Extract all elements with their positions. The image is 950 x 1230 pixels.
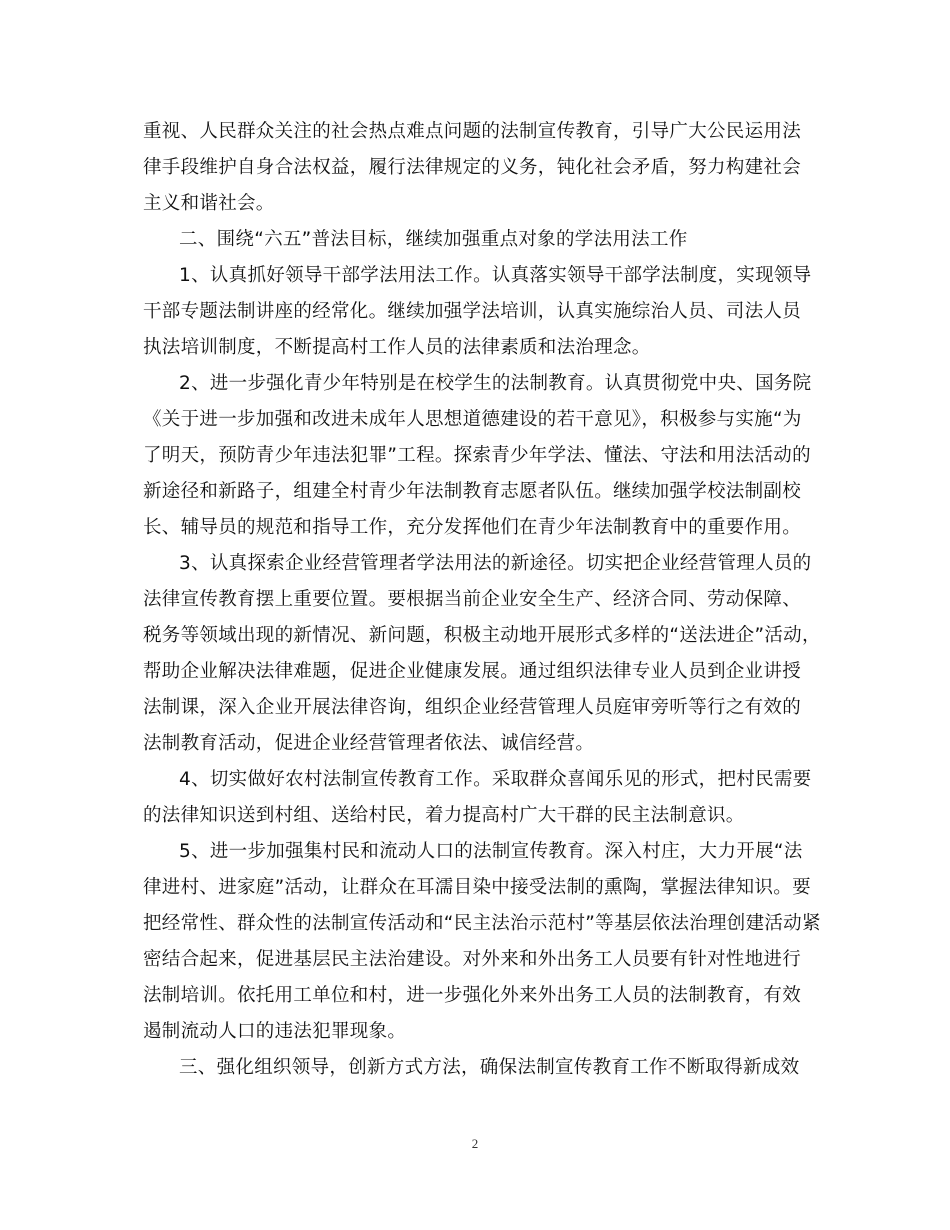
body-text-line: 遏制流动人口的违法犯罪现象。	[143, 1021, 407, 1042]
body-text-line: 把经常性、群众性的法制宣传活动和“民主法治示范村”等基层依法治理创建活动紧	[143, 913, 821, 934]
body-text-line: 律进村、进家庭”活动，让群众在耳濡目染中接受法制的熏陶，掌握法律知识。要	[143, 877, 811, 898]
body-text-line: 3、认真探索企业经营管理者学法用法的新途径。切实把企业经营管理人员的	[179, 553, 812, 574]
body-text-line: 1、认真抓好领导干部学法用法工作。认真落实领导干部学法制度，实现领导	[179, 265, 812, 286]
body-text-line: 2、进一步强化青少年特别是在校学生的法制教育。认真贯彻党中央、国务院	[179, 373, 812, 394]
body-text-line: 帮助企业解决法律难题，促进企业健康发展。通过组织法律专业人员到企业讲授	[143, 661, 802, 682]
body-text-line: 法制教育活动，促进企业经营管理者依法、诚信经营。	[143, 733, 595, 754]
body-text-line: 主义和谐社会。	[143, 193, 275, 214]
body-text-line: 长、辅导员的规范和指导工作，充分发挥他们在青少年法制教育中的重要作用。	[143, 517, 802, 538]
body-text-line: 《关于进一步加强和改进未成年人思想道德建设的若干意见》，积极参与实施“为	[143, 409, 802, 430]
body-text-line: 重视、人民群众关注的社会热点难点问题的法制宣传教育，引导广大公民运用法	[143, 121, 802, 142]
body-text-line: 税务等领域出现的新情况、新问题，积极主动地开展形式多样的“送法进企”活动，	[143, 625, 821, 646]
body-text-line: 律手段维护自身合法权益，履行法律规定的义务，钝化社会矛盾，努力构建社会	[143, 157, 802, 178]
body-text-line: 密结合起来，促进基层民主法治建设。对外来和外出务工人员要有针对性地进行	[143, 949, 802, 970]
section-heading: 三、强化组织领导，创新方式方法，确保法制宣传教育工作不断取得新成效	[179, 1057, 800, 1078]
body-text-line: 法律宣传教育摆上重要位置。要根据当前企业安全生产、经济合同、劳动保障、	[143, 589, 802, 610]
body-text-line: 执法培训制度，不断提高村工作人员的法律素质和法治理念。	[143, 337, 651, 358]
body-text-line: 了明天，预防青少年违法犯罪”工程。探索青少年学法、懂法、守法和用法活动的	[143, 445, 811, 466]
body-text-line: 新途径和新路子，组建全村青少年法制教育志愿者队伍。继续加强学校法制副校	[143, 481, 802, 502]
section-heading: 二、围绕“六五”普法目标，继续加强重点对象的学法用法工作	[179, 229, 688, 250]
body-text-line: 的法律知识送到村组、送给村民，着力提高村广大干群的民主法制意识。	[143, 805, 745, 826]
body-text-line: 干部专题法制讲座的经常化。继续加强学法培训，认真实施综治人员、司法人员	[143, 301, 802, 322]
body-text-line: 5、进一步加强集村民和流动人口的法制宣传教育。深入村庄，大力开展“法	[179, 841, 803, 862]
body-text-line: 法制培训。依托用工单位和村，进一步强化外来外出务工人员的法制教育，有效	[143, 985, 802, 1006]
page-number: 2	[471, 1136, 479, 1151]
body-text-line: 4、切实做好农村法制宣传教育工作。采取群众喜闻乐见的形式，把村民需要	[179, 769, 812, 790]
body-text-line: 法制课，深入企业开展法律咨询，组织企业经营管理人员庭审旁听等行之有效的	[143, 697, 802, 718]
